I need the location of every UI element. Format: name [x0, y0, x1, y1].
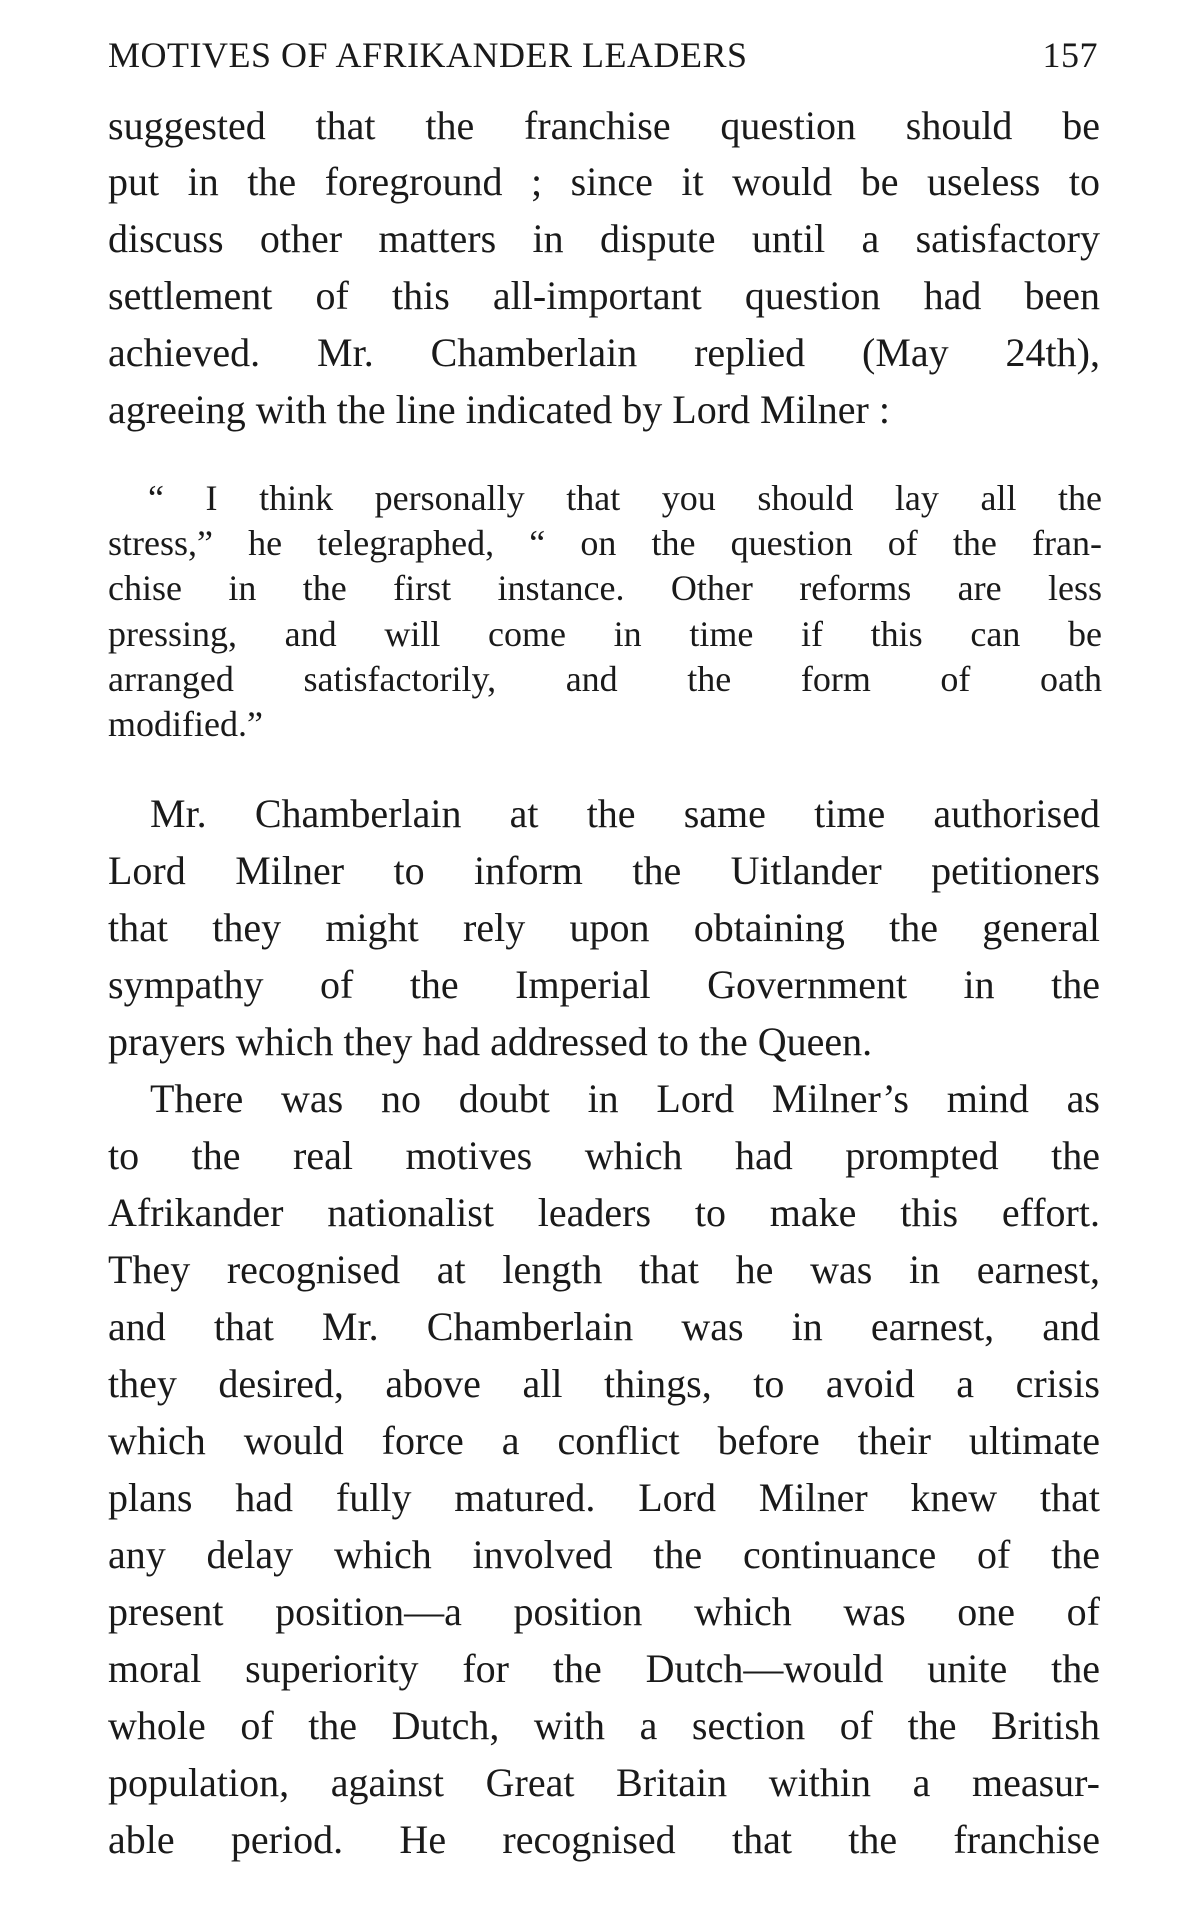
text-line: which would force a conflict before their ultimate [108, 1418, 1100, 1463]
text-line: put in the foreground ; since it would be useless to [108, 159, 1100, 204]
text-line: discuss other matters in dispute until a satisfactory [108, 216, 1100, 261]
text-line: any delay which involved the continuance of the [108, 1532, 1100, 1577]
running-head [108, 34, 1098, 94]
quote-line: “ I think personally that you should lay all the [148, 478, 1102, 518]
text-line: settlement of this all-important question had been [108, 273, 1100, 318]
text-line: that they might rely upon obtaining the general [108, 905, 1100, 950]
text-line: agreeing with the line indicated by Lord Milner : [108, 387, 890, 432]
text-line: prayers which they had addressed to the Queen. [108, 1019, 873, 1064]
quote-line: chise in the first instance. Other reforms are less [108, 568, 1102, 608]
text-line: achieved. Mr. Chamberlain replied (May 24th), [108, 330, 1100, 375]
running-head-title: MOTIVES OF AFRIKANDER LEADERS [108, 35, 748, 75]
text-line: Afrikander nationalist leaders to make this effort. [108, 1190, 1100, 1235]
text-line: present position—a position which was one of [108, 1589, 1100, 1634]
text-line: population, against Great Britain within a measur- [108, 1760, 1100, 1805]
text-line: and that Mr. Chamberlain was in earnest, and [108, 1304, 1100, 1349]
text-line: able period. He recognised that the franchise [108, 1817, 1100, 1862]
text-line: whole of the Dutch, with a section of the British [108, 1703, 1100, 1748]
quote-line: arranged satisfactorily, and the form of oath [108, 659, 1102, 699]
text-line: Lord Milner to inform the Uitlander petitioners [108, 848, 1100, 893]
quote-line: pressing, and will come in time if this can be [108, 614, 1102, 654]
text-line: suggested that the franchise question should be [108, 103, 1100, 148]
text-line: to the real motives which had prompted the [108, 1133, 1100, 1178]
text-line: Mr. Chamberlain at the same time authorised [150, 791, 1100, 836]
page-number: 157 [1042, 35, 1098, 75]
text-line: They recognised at length that he was in earnest, [108, 1247, 1100, 1292]
text-line: plans had fully matured. Lord Milner knew that [108, 1475, 1100, 1520]
text-line: There was no doubt in Lord Milner’s mind as [150, 1076, 1100, 1121]
text-line: they desired, above all things, to avoid a crisis [108, 1361, 1100, 1406]
quote-line: modified.” [108, 704, 263, 744]
text-line: sympathy of the Imperial Government in the [108, 962, 1100, 1007]
quote-line: stress,” he telegraphed, “ on the question of the fran- [108, 523, 1102, 563]
text-line: moral superiority for the Dutch—would unite the [108, 1646, 1100, 1691]
